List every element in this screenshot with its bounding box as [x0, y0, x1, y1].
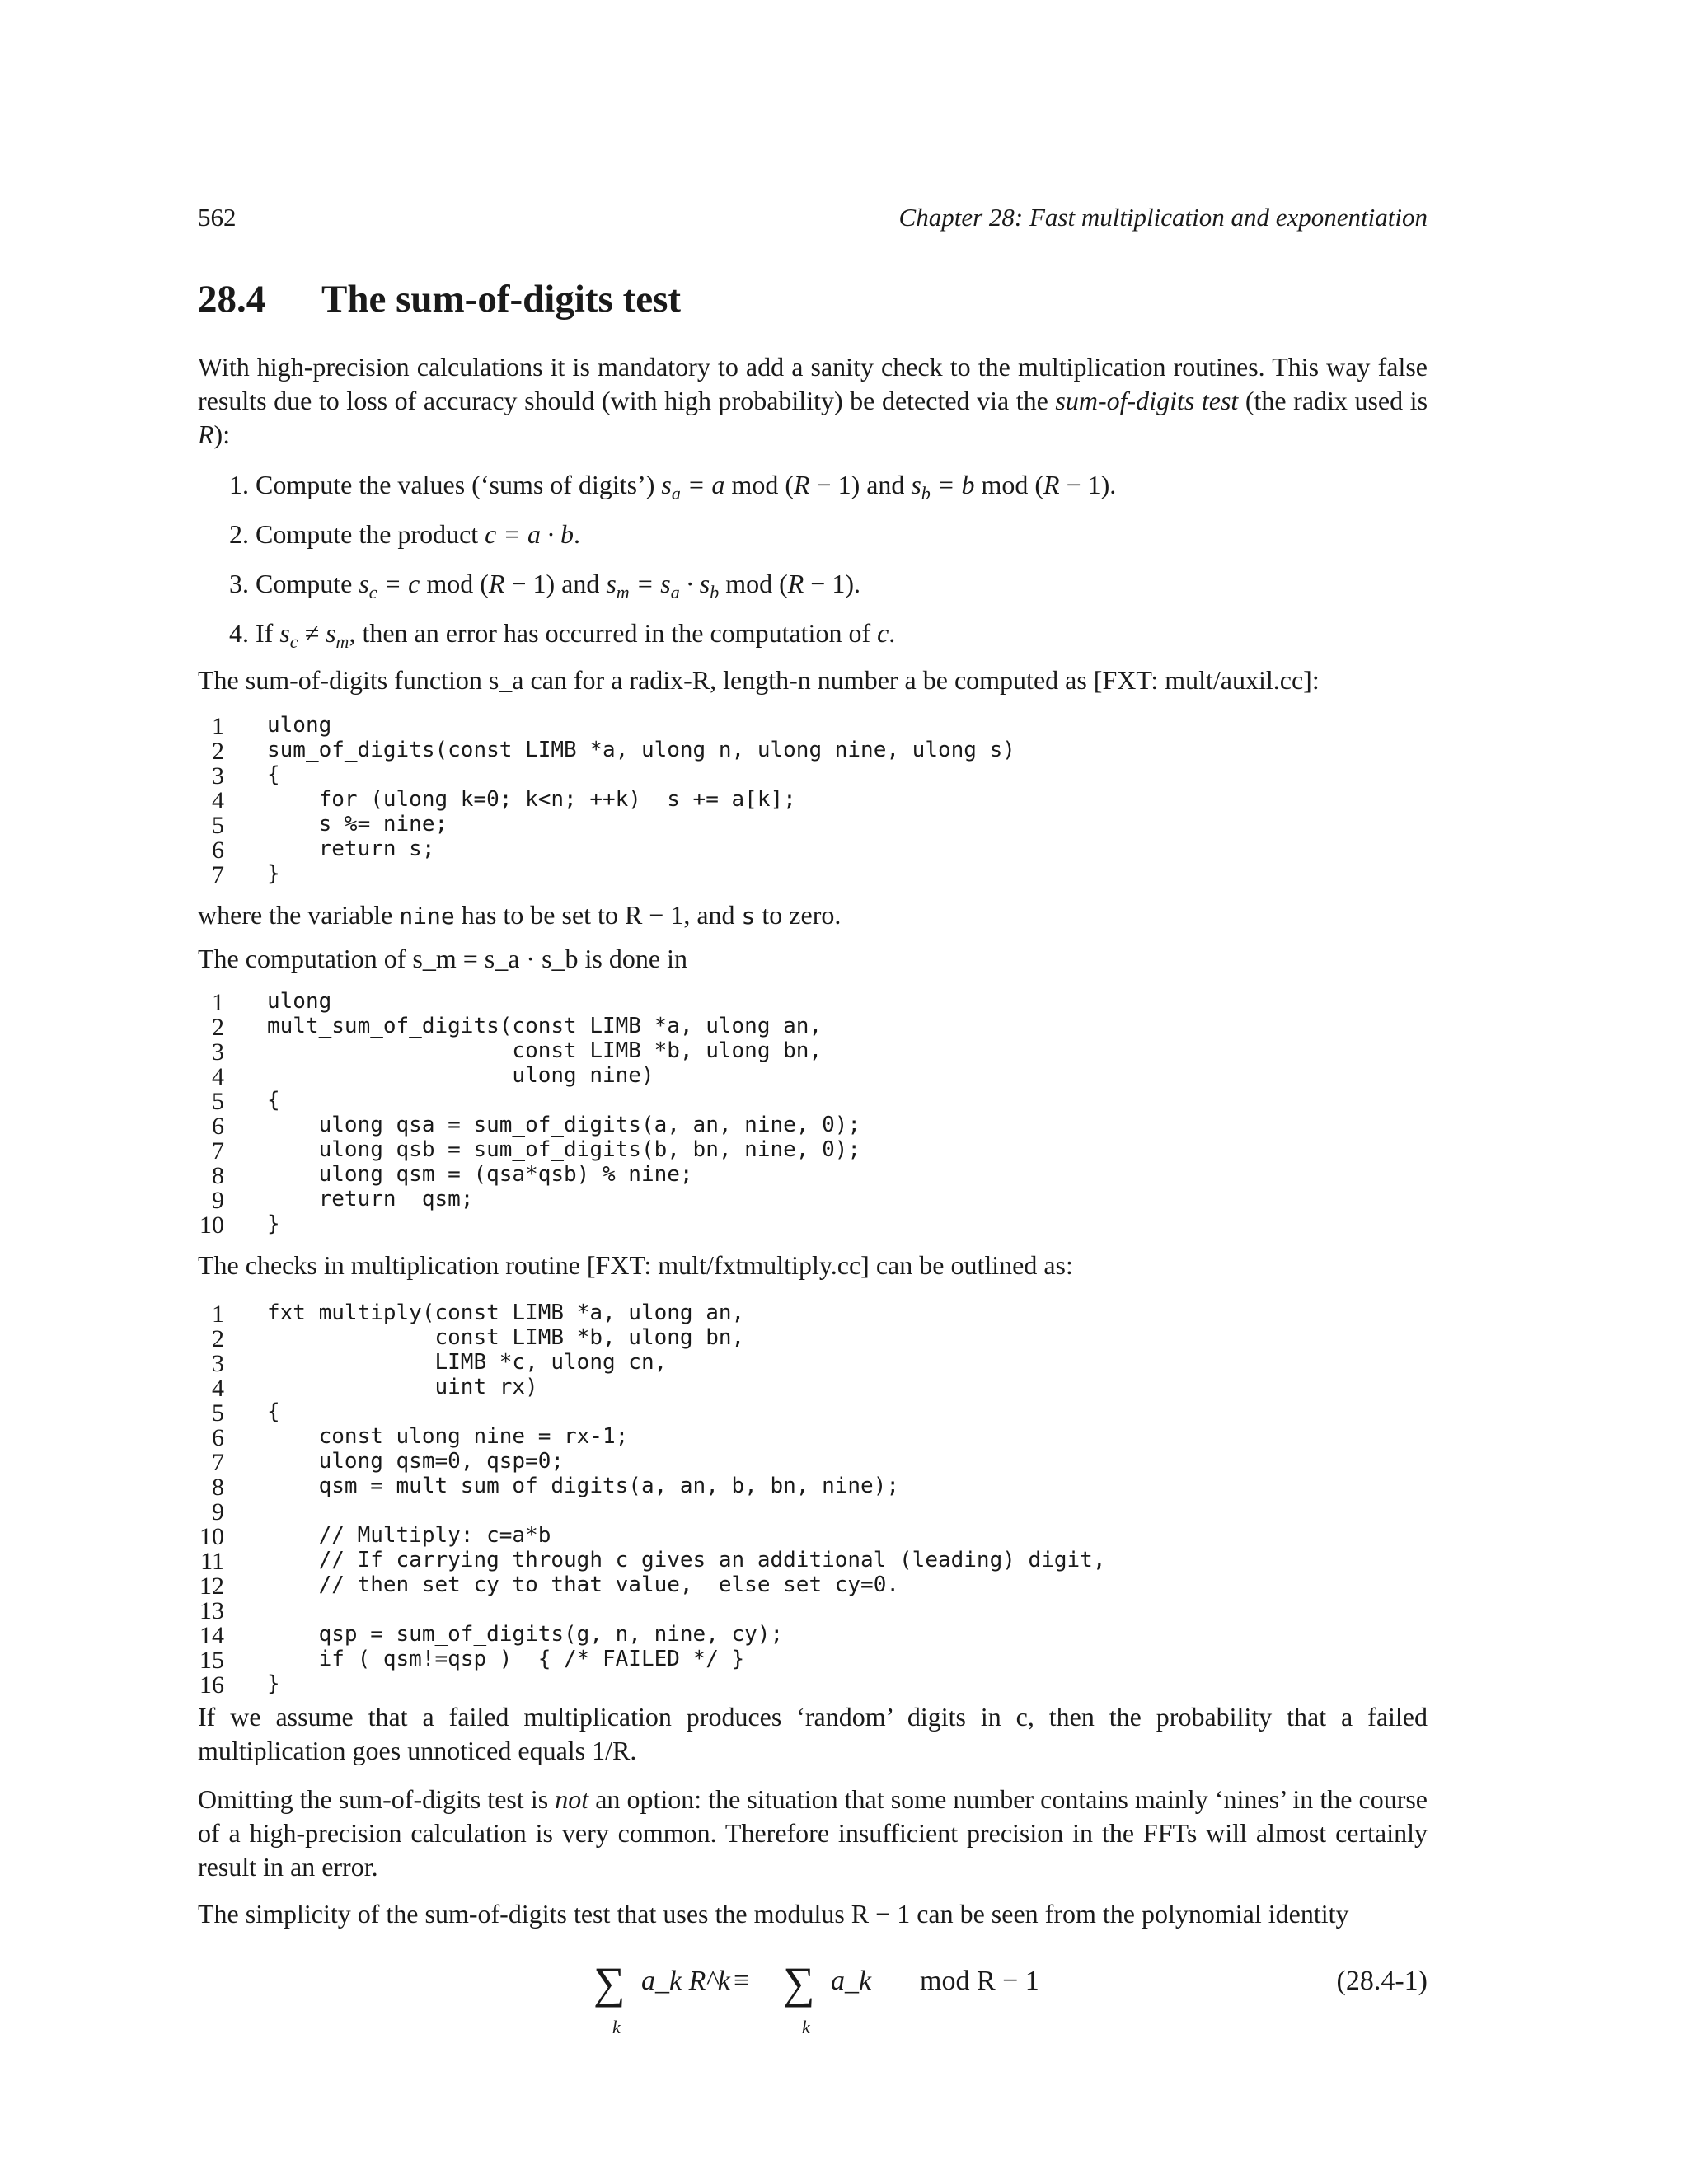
intro-text: With high-precision calculations it is mandatory to add a sanity check to the multiplication routines. This way false results due to loss of accuracy should (with high probability) be detected via the	[198, 352, 1428, 415]
step-text: Compute	[256, 569, 353, 598]
sum-index: k	[612, 2017, 621, 2037]
emphasis: not	[555, 1784, 589, 1814]
list-item	[229, 618, 895, 653]
chapter-title: Chapter 28: Fast multiplication and exponentiation	[898, 203, 1428, 232]
list-item	[229, 519, 580, 550]
step-text: If	[256, 618, 274, 648]
equation-28-4-1	[198, 1957, 1428, 2048]
step-number: 1.	[229, 470, 249, 499]
relation-symbol: ≡	[734, 1966, 750, 1996]
intro-paragraph	[198, 350, 1428, 452]
inline-code: s	[741, 902, 756, 930]
omit-paragraph: Omitting the sum-of-digits test is not an option: the situation that some number contains mainly ‘nines’ in the course of a high-precision calculation is very common. Therefore insufficient precision in the FFTs will almost certainly result in an error.	[198, 1784, 1428, 1882]
assume-paragraph: If we assume that a failed multiplication produces ‘random’ digits in c, then the probability that a failed multiplication goes unnoticed equals 1/R.	[198, 1702, 1428, 1765]
sum-symbol: ∑	[783, 1958, 815, 2008]
modulus: mod R − 1	[920, 1966, 1039, 1996]
section-heading	[198, 277, 681, 321]
equation-number: (28.4-1)	[1336, 1966, 1428, 1996]
step-formula: $s_a = a$ mod (R − 1) and $s_b = b$ mod (R − 1).	[661, 470, 1117, 504]
inline-code: nine	[399, 902, 455, 930]
section-title: The sum-of-digits test	[321, 278, 682, 321]
step-formula: c = a · b.	[485, 519, 580, 549]
running-head	[198, 203, 1428, 236]
checks-intro: The checks in multiplication routine [FXT: mult/fxtmultiply.cc] can be outlined as:	[198, 1250, 1073, 1280]
list-item	[229, 569, 860, 603]
computation-intro: The computation of s_m = s_a · s_b is done in	[198, 944, 687, 973]
sum-index: k	[802, 2017, 810, 2037]
intro-text-3: ):	[213, 419, 231, 449]
intro-text-2: (the radix used is	[1238, 386, 1428, 415]
simplicity-paragraph: The simplicity of the sum-of-digits test that uses the modulus R − 1 can be seen from the polynomial identity	[198, 1899, 1349, 1929]
after-code1-paragraph: where the variable nine has to be set to R − 1, and s to zero.	[198, 900, 842, 930]
step-number: 2.	[229, 519, 249, 549]
step-formula: $s_c \ne s_m$, then an error has occurred in the computation of c.	[279, 618, 896, 652]
step-formula: $s_c = c$ mod (R − 1) and $s_m = s_a \cdot s_b$ mod (R − 1).	[359, 569, 860, 602]
step-number: 3.	[229, 569, 249, 598]
step-text: Compute the product	[256, 519, 479, 549]
lhs-term: a_k R^k	[641, 1966, 730, 1996]
step-number: 4.	[229, 618, 249, 648]
rhs-term: a_k	[831, 1966, 872, 1996]
step-text: Compute the values (‘sums of digits’)	[256, 470, 655, 499]
section-number: 28.4	[198, 278, 266, 321]
intro-radix: R	[198, 419, 214, 449]
page-number: 562	[198, 203, 237, 232]
intro-term: sum-of-digits test	[1055, 386, 1239, 415]
sum-symbol: ∑	[593, 1958, 626, 2008]
function-intro: The sum-of-digits function s_a can for a radix-R, length-n number a be computed as [FXT: mult/auxil.cc]:	[198, 665, 1320, 695]
list-item	[229, 470, 1116, 504]
